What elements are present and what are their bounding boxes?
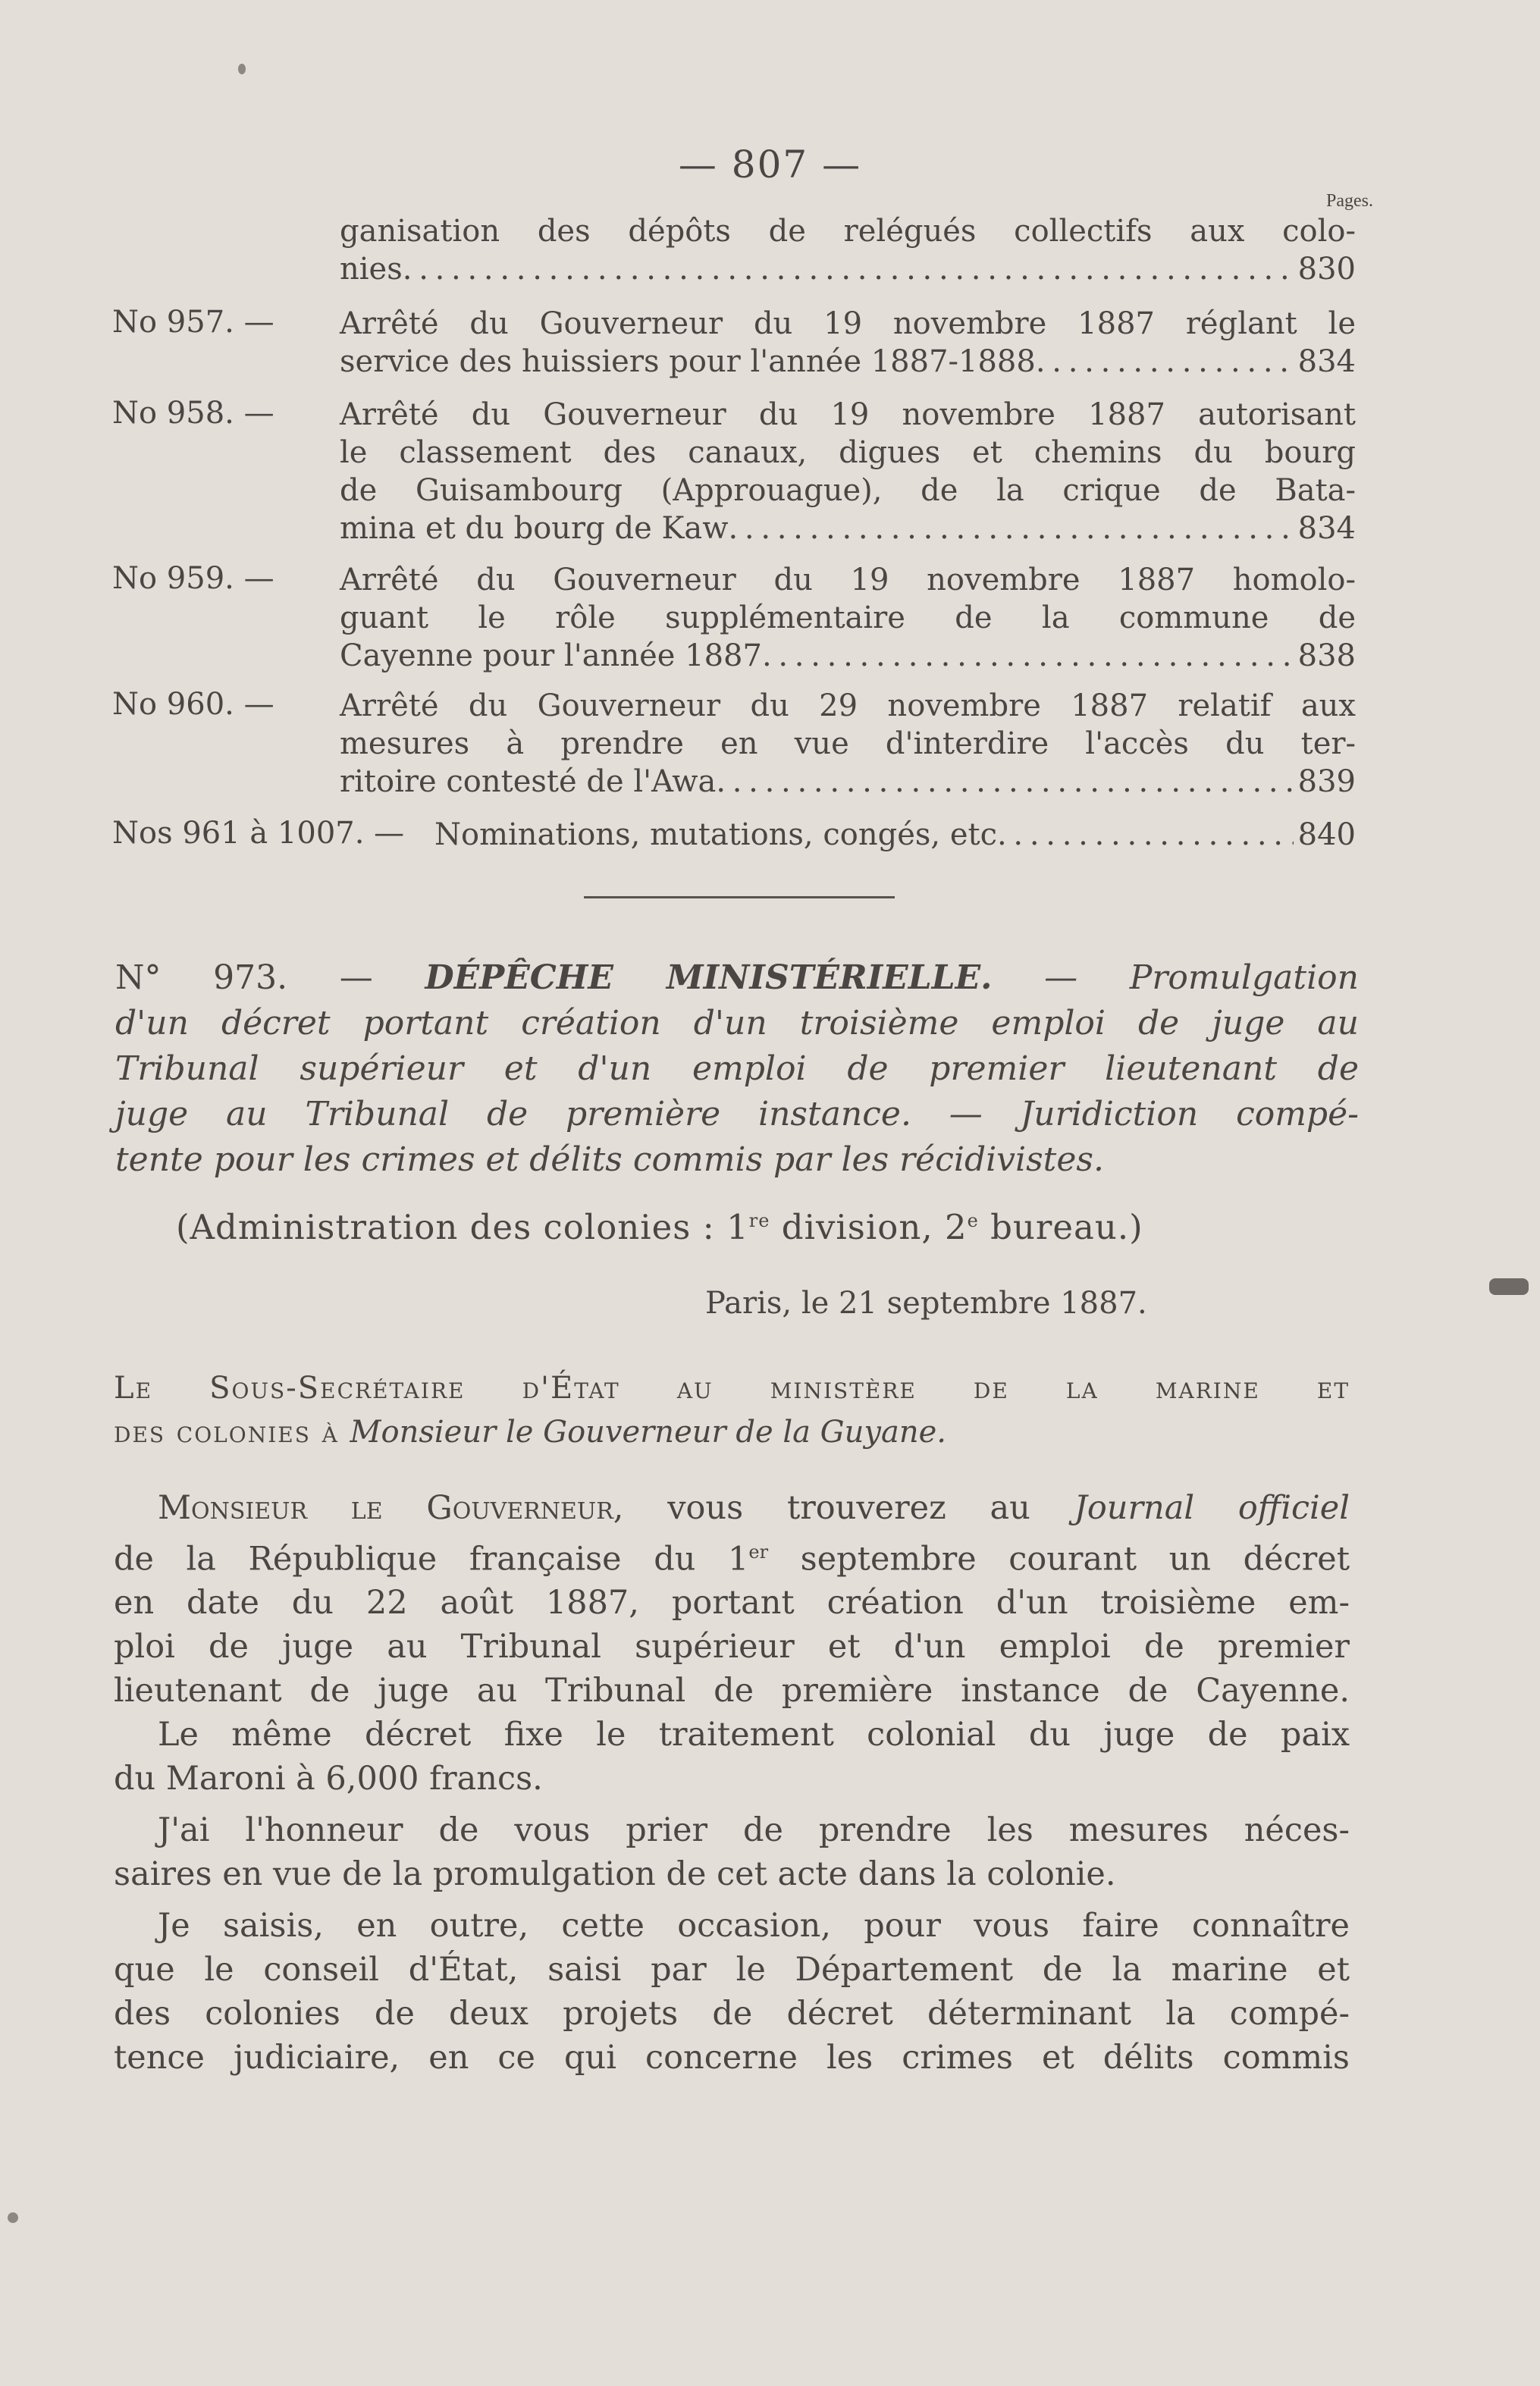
administration-note [176, 1207, 1143, 1247]
document-title: DÉPÊCHE MINISTÉRIELLE. [425, 958, 993, 997]
toc-entry-number: No 960. — [112, 687, 274, 722]
toc-entry-line: guant le rôle supplémentaire de la commune de [340, 600, 1356, 635]
dateline: Paris, le 21 septembre 1887. [705, 1286, 1147, 1321]
toc-entry-line-text: service des huissiers pour l'année 1887-1888 [340, 344, 1036, 379]
toc-entry-text [340, 305, 1356, 381]
toc-entry-continued [112, 212, 1356, 296]
document-number: N° 973. — [115, 958, 373, 997]
toc-entry-957 [112, 305, 1356, 388]
body-line: saires en vue de la promulgation de cet acte dans la colonie. [114, 1855, 1116, 1894]
toc-page-ref: 839 [1297, 764, 1356, 799]
toc-entry-text [340, 212, 1356, 288]
heading-line: d'un décret portant création d'un troisième emploi de juge au [115, 1004, 1359, 1043]
toc-entry-960 [112, 687, 1356, 808]
address-recipient: Monsieur le Gouverneur de la Guyane. [350, 1415, 946, 1450]
toc-entry-text [340, 561, 1356, 675]
body-text: septembre courant un décret [768, 1540, 1350, 1579]
body-line: que le conseil d'État, saisi par le Département de la marine et [114, 1951, 1350, 1989]
toc-entry-number: No 957. — [112, 305, 274, 340]
body-line: du Maroni à 6,000 francs. [114, 1760, 543, 1798]
toc-entry-line [434, 816, 1356, 854]
pages-column-label: Pages. [1326, 191, 1373, 211]
body-line: des colonies de deux projets de décret déterminant la compé- [114, 1995, 1350, 2033]
body-line [114, 1530, 1350, 1581]
heading-line: juge au Tribunal de première instance. — Juridiction compé- [115, 1095, 1359, 1133]
toc-entry-line: Arrêté du Gouverneur du 19 novembre 1887 autorisant [340, 397, 1356, 432]
salutation-address [114, 1366, 1350, 1454]
body-text: de la République française du 1 [114, 1540, 749, 1579]
page-number: — 807 — [678, 143, 862, 187]
toc-page-ref: 840 [1297, 817, 1356, 852]
heading-line [115, 955, 1359, 1001]
salutation: Monsieur le Gouverneur, [158, 1489, 624, 1527]
ink-speck [8, 2212, 18, 2223]
toc-entry-text [340, 396, 1356, 547]
toc-entry-line-text: ritoire contesté de l'Awa [340, 764, 717, 799]
toc-entry-text [434, 816, 1356, 854]
toc-entry-text [340, 687, 1356, 801]
address-line [114, 1410, 1350, 1454]
admin-text: (Administration des colonies : 1 [176, 1207, 749, 1247]
toc-entry-959 [112, 561, 1356, 682]
toc-entry-958 [112, 396, 1356, 555]
dot-leader [728, 509, 1293, 547]
paragraph-gap [114, 1801, 1350, 1808]
ink-smudge [1489, 1278, 1529, 1295]
toc-entry-line [340, 343, 1356, 381]
toc-entry-line: le classement des canaux, digues et chemins du bourg [340, 435, 1356, 470]
toc-entry-961-1007 [112, 816, 1356, 861]
toc-page-ref: 834 [1297, 344, 1356, 379]
body-superscript: er [748, 1541, 769, 1563]
body-line: J'ai l'honneur de vous prier de prendre les mesures néces- [158, 1811, 1350, 1850]
ink-speck [238, 64, 246, 74]
toc-entry-line-text: Cayenne pour l'année 1887 [340, 638, 762, 673]
heading-subject: — Promulgation [1044, 958, 1359, 997]
heading-line: tente pour les crimes et délits commis par les récidivistes. [115, 1140, 1104, 1179]
heading-line: Tribunal supérieur et d'un emploi de premier lieutenant de [115, 1049, 1359, 1088]
toc-entry-number: No 958. — [112, 396, 274, 431]
toc-entry-line: Arrêté du Gouverneur du 29 novembre 1887 relatif aux [340, 688, 1356, 723]
body-text: vous trouverez au [623, 1489, 1074, 1527]
body-line: tence judiciaire, en ce qui concerne les crimes et délits commis [114, 2039, 1350, 2077]
toc-entry-line: Arrêté du Gouverneur du 19 novembre 1887 homolo- [340, 563, 1356, 597]
toc-entry-line [340, 250, 1356, 288]
toc-entry-line-text: nies [340, 252, 403, 287]
toc-entry-line: mesures à prendre en vue d'interdire l'accès du ter- [340, 726, 1356, 761]
section-divider [584, 896, 895, 898]
dot-leader [997, 816, 1294, 854]
body-line: en date du 22 août 1887, portant création d'un troisième em- [114, 1584, 1350, 1623]
admin-superscript: re [748, 1210, 770, 1231]
toc-entry-line [340, 509, 1356, 547]
toc-entry-line: Arrêté du Gouverneur du 19 novembre 1887 réglant le [340, 306, 1356, 341]
toc-entry-line-text: Nominations, mutations, congés, etc [434, 817, 997, 852]
document-heading [115, 955, 1359, 1183]
dot-leader [403, 250, 1294, 288]
dot-leader [716, 763, 1293, 801]
dot-leader [1036, 343, 1294, 381]
body-line [114, 1486, 1350, 1530]
address-caps: des colonies à [114, 1415, 350, 1450]
body-line: lieutenant de juge au Tribunal de première instance de Cayenne. [114, 1672, 1350, 1710]
admin-text: bureau.) [978, 1207, 1143, 1247]
toc-entry-number: Nos 961 à 1007. — [112, 816, 405, 851]
letter-body [114, 1486, 1350, 2080]
toc-entry-line [340, 763, 1356, 801]
admin-superscript: e [967, 1210, 979, 1231]
body-line: Le même décret fixe le traitement colonial du juge de paix [158, 1716, 1350, 1754]
toc-page-ref: 834 [1297, 511, 1356, 546]
body-line: Je saisis, en outre, cette occasion, pour vous faire connaître [158, 1907, 1350, 1945]
toc-entry-line-text: mina et du bourg de Kaw [340, 511, 729, 546]
toc-page-ref: 830 [1297, 252, 1356, 287]
toc-page-ref: 838 [1297, 638, 1356, 673]
body-line: ploi de juge au Tribunal supérieur et d'un emploi de premier [114, 1628, 1350, 1666]
toc-entry-line: de Guisambourg (Approuague), de la crique de Bata- [340, 473, 1356, 508]
address-line: Le Sous-Secrétaire d'État au ministère de la marine et [114, 1371, 1350, 1406]
toc-entry-line [340, 637, 1356, 675]
publication-title: Journal officiel [1074, 1489, 1350, 1527]
paragraph-gap [114, 1896, 1350, 1904]
admin-text: division, 2 [770, 1207, 968, 1247]
toc-entry-number: No 959. — [112, 561, 274, 596]
toc-entry-line: ganisation des dépôts de relégués collectifs aux colo- [340, 214, 1356, 249]
dot-leader [762, 637, 1294, 675]
